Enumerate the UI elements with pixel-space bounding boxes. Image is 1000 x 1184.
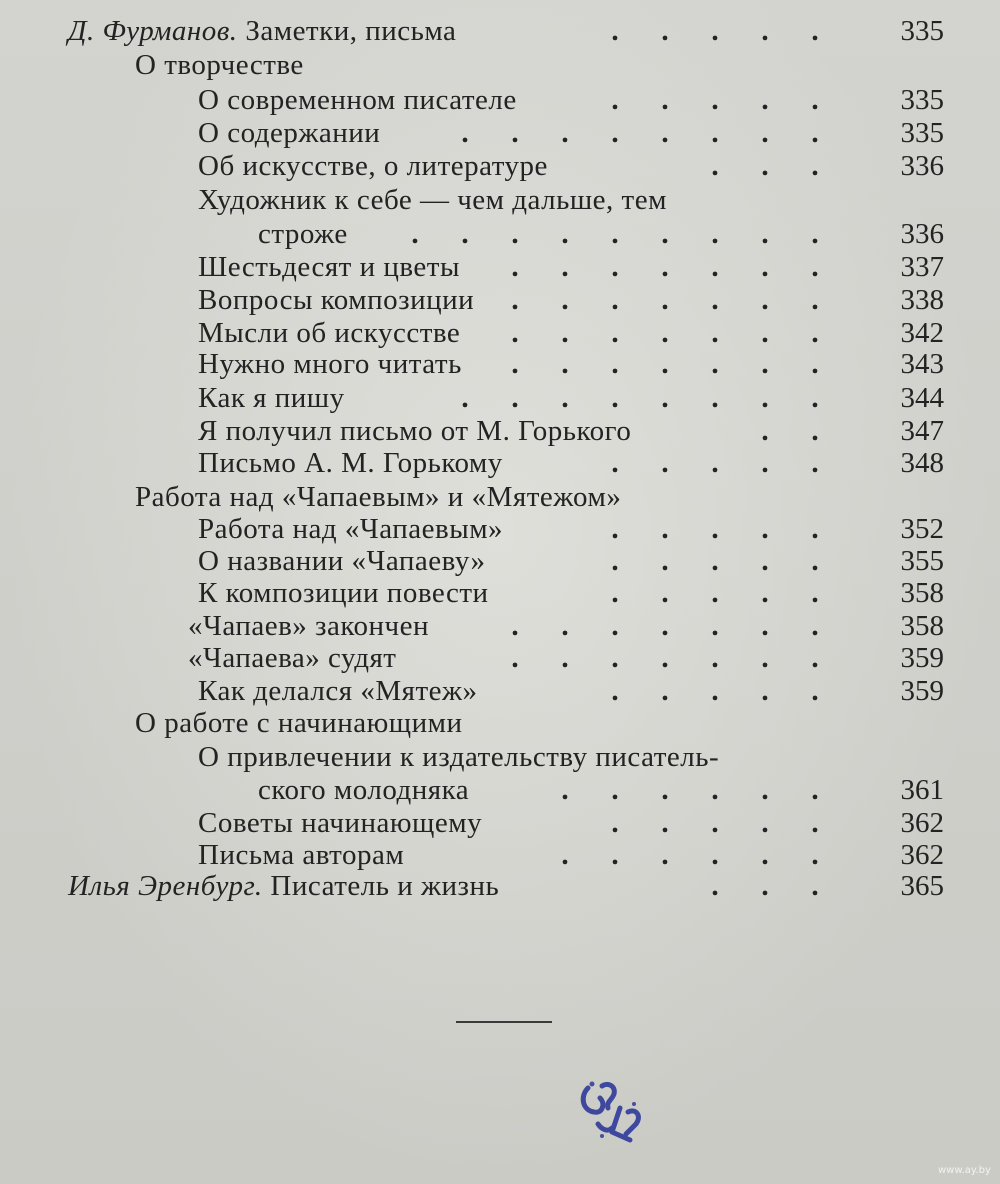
toc-entry-title xyxy=(198,116,380,150)
toc-entry xyxy=(198,838,944,872)
toc-entry-title xyxy=(198,544,486,578)
toc-entry-title-text: К композиции повести xyxy=(198,577,489,609)
toc-entry-page-number: 335 xyxy=(900,15,944,47)
toc-entry-leader-dots: . . . . . . . . xyxy=(461,117,819,149)
toc-entry-page-number: 336 xyxy=(900,218,944,250)
toc-entry-author: Илья Эренбург. xyxy=(68,870,263,902)
toc-entry xyxy=(198,83,944,117)
toc-entry-title xyxy=(68,14,456,48)
toc-entry-page-number: 347 xyxy=(900,415,944,447)
toc-entry xyxy=(258,217,944,251)
toc-entry-page-number: 358 xyxy=(900,610,944,642)
toc-entry-title xyxy=(198,414,631,448)
toc-entry xyxy=(198,347,944,381)
toc-entry-title-text: Как я пишу xyxy=(198,382,345,414)
toc-entry-page-number: 362 xyxy=(900,807,944,839)
toc-entry-page-number: 355 xyxy=(900,545,944,577)
toc-entry-page-number: 348 xyxy=(900,447,944,479)
toc-entry-title xyxy=(198,283,474,317)
toc-entry-page-number: 359 xyxy=(900,642,944,674)
toc-entry xyxy=(198,740,944,774)
toc-entry-title xyxy=(198,512,503,546)
toc-entry-title xyxy=(258,217,348,251)
toc-entry-title xyxy=(198,347,462,381)
library-stamp-icon xyxy=(572,1074,652,1148)
toc-entry-title xyxy=(198,740,719,774)
toc-entry xyxy=(198,283,944,317)
toc-entry-title-text: Как делался «Мятеж» xyxy=(198,675,478,707)
toc-entry-title-text: О современном писателе xyxy=(198,84,517,116)
toc-entry-title-text: «Чапаев» закончен xyxy=(188,610,429,642)
toc-entry xyxy=(135,48,944,82)
toc-entry-page-number: 359 xyxy=(900,675,944,707)
toc-entry xyxy=(198,576,944,610)
toc-entry xyxy=(198,674,944,708)
toc-entry-title-text: Работа над «Чапаевым» xyxy=(198,513,504,545)
toc-entry-leader-dots: . . . . . xyxy=(611,807,819,839)
toc-entry-page-number: 343 xyxy=(900,348,944,380)
toc-entry-title-text: Мысли об искусстве xyxy=(198,317,461,349)
toc-entry-title-text: Письма авторам xyxy=(198,839,405,871)
toc-entry-title-text: О названии «Чапаеву» xyxy=(198,545,486,577)
toc-entry-title xyxy=(258,773,469,807)
toc-entry-title-text: Об искусстве, о литературе xyxy=(198,150,548,182)
toc-entry-leader-dots: . . . . . . . xyxy=(511,251,819,283)
toc-entry-page-number: 344 xyxy=(900,382,944,414)
toc-entry-title-text: О содержании xyxy=(198,117,381,149)
closing-rule xyxy=(456,1021,552,1023)
toc-entry-title xyxy=(198,674,478,708)
toc-entry-page-number: 335 xyxy=(900,84,944,116)
toc-entry-title xyxy=(198,576,489,610)
toc-entry-leader-dots: . . . . . . . xyxy=(511,348,819,380)
toc-entry-leader-dots: . . . . . . . . . xyxy=(411,218,819,250)
toc-entry-page-number: 342 xyxy=(900,317,944,349)
toc-entry-title xyxy=(198,83,517,117)
toc-entry-title-text: Нужно много читать xyxy=(198,348,462,380)
toc-entry-title xyxy=(68,869,499,903)
toc-entry xyxy=(198,446,944,480)
toc-entry xyxy=(135,706,944,740)
toc-entry xyxy=(198,149,944,183)
toc-entry-title-text: «Чапаева» судят xyxy=(188,642,397,674)
toc-entry xyxy=(188,609,944,643)
toc-entry-title xyxy=(198,446,503,480)
toc-entry xyxy=(198,512,944,546)
toc-entry-author: Д. Фурманов. xyxy=(68,15,238,47)
toc-entry xyxy=(198,544,944,578)
toc-entry-title-text: строже xyxy=(258,218,348,250)
toc-entry-title-text: О привлечении к издательству писатель- xyxy=(198,741,720,773)
toc-entry-title-text: Советы начинающему xyxy=(198,807,483,839)
toc-entry xyxy=(198,414,944,448)
toc-entry-title xyxy=(198,316,460,350)
toc-entry-title-text: Я получил письмо от М. Горького xyxy=(198,415,632,447)
toc-entry-title xyxy=(135,706,462,740)
toc-entry-leader-dots: . . . . . . . xyxy=(511,642,819,674)
toc-entry-title-text: О работе с начинающими xyxy=(135,707,463,739)
toc-entry-leader-dots: . . . . . xyxy=(611,577,819,609)
toc-entry-title-text: Заметки, письма xyxy=(237,15,457,47)
toc-entry-leader-dots: . . . . . . . xyxy=(511,284,819,316)
toc-entry-title-text: Писатель и жизнь xyxy=(262,870,500,902)
toc-entry-page-number: 361 xyxy=(900,774,944,806)
toc-entry-page-number: 352 xyxy=(900,513,944,545)
toc-entry-title-text: ского молодняка xyxy=(258,774,470,806)
toc-entry-leader-dots: . . . . . xyxy=(611,513,819,545)
toc-entry-leader-dots: . . . . . . . xyxy=(511,317,819,349)
toc-entry xyxy=(68,14,944,48)
toc-entry-title-text: Художник к себе — чем дальше, тем xyxy=(198,184,667,216)
toc-entry-title xyxy=(188,641,396,675)
toc-entry-leader-dots: . . xyxy=(761,415,819,447)
toc-entry-title-text: Вопросы композиции xyxy=(198,284,475,316)
toc-entry-title xyxy=(198,149,548,183)
toc-entry-leader-dots: . . . . . . xyxy=(561,839,819,871)
toc-entry-page-number: 337 xyxy=(900,251,944,283)
toc-entry-title xyxy=(198,381,345,415)
toc-entry-page-number: 362 xyxy=(900,839,944,871)
toc-entry-leader-dots: . . . xyxy=(711,870,819,902)
toc-entry xyxy=(198,183,944,217)
toc-entry xyxy=(198,316,944,350)
toc-entry-page-number: 365 xyxy=(900,870,944,902)
toc-entry-title xyxy=(198,838,404,872)
toc-entry-leader-dots: . . . . . xyxy=(611,545,819,577)
toc-entry xyxy=(198,250,944,284)
toc-entry-leader-dots: . . . xyxy=(711,150,819,182)
toc-entry-title-text: Работа над «Чапаевым» и «Мятежом» xyxy=(135,481,622,513)
toc-entry-leader-dots: . . . . . xyxy=(611,15,819,47)
toc-entry-leader-dots: . . . . . xyxy=(611,84,819,116)
toc-entry xyxy=(198,116,944,150)
toc-entry-leader-dots: . . . . . xyxy=(611,675,819,707)
toc-entry-title xyxy=(198,250,460,284)
toc-entry-title xyxy=(198,183,667,217)
toc-entry-page-number: 358 xyxy=(900,577,944,609)
toc-entry-title xyxy=(135,480,621,514)
toc-entry-title-text: Шестьдесят и цветы xyxy=(198,251,460,283)
toc-entry xyxy=(258,773,944,807)
toc-entry-page-number: 338 xyxy=(900,284,944,316)
toc-entry-leader-dots: . . . . . . . . xyxy=(461,382,819,414)
toc-entry xyxy=(68,869,944,903)
toc-entry-page-number: 336 xyxy=(900,150,944,182)
watermark: www.ay.by xyxy=(938,1165,991,1176)
toc-entry-page-number: 335 xyxy=(900,117,944,149)
toc-entry-leader-dots: . . . . . . xyxy=(561,774,819,806)
toc-entry-title-text: Письмо А. М. Горькому xyxy=(198,447,503,479)
toc-entry-title xyxy=(198,806,482,840)
toc-entry-title xyxy=(135,48,304,82)
toc-entry-leader-dots: . . . . . . . xyxy=(511,610,819,642)
toc-entry xyxy=(188,641,944,675)
toc-entry-title xyxy=(188,609,429,643)
toc-entry-title-text: О творчестве xyxy=(135,49,304,81)
toc-entry xyxy=(135,480,944,514)
toc-entry xyxy=(198,381,944,415)
toc-entry xyxy=(198,806,944,840)
toc-entry-leader-dots: . . . . . xyxy=(611,447,819,479)
